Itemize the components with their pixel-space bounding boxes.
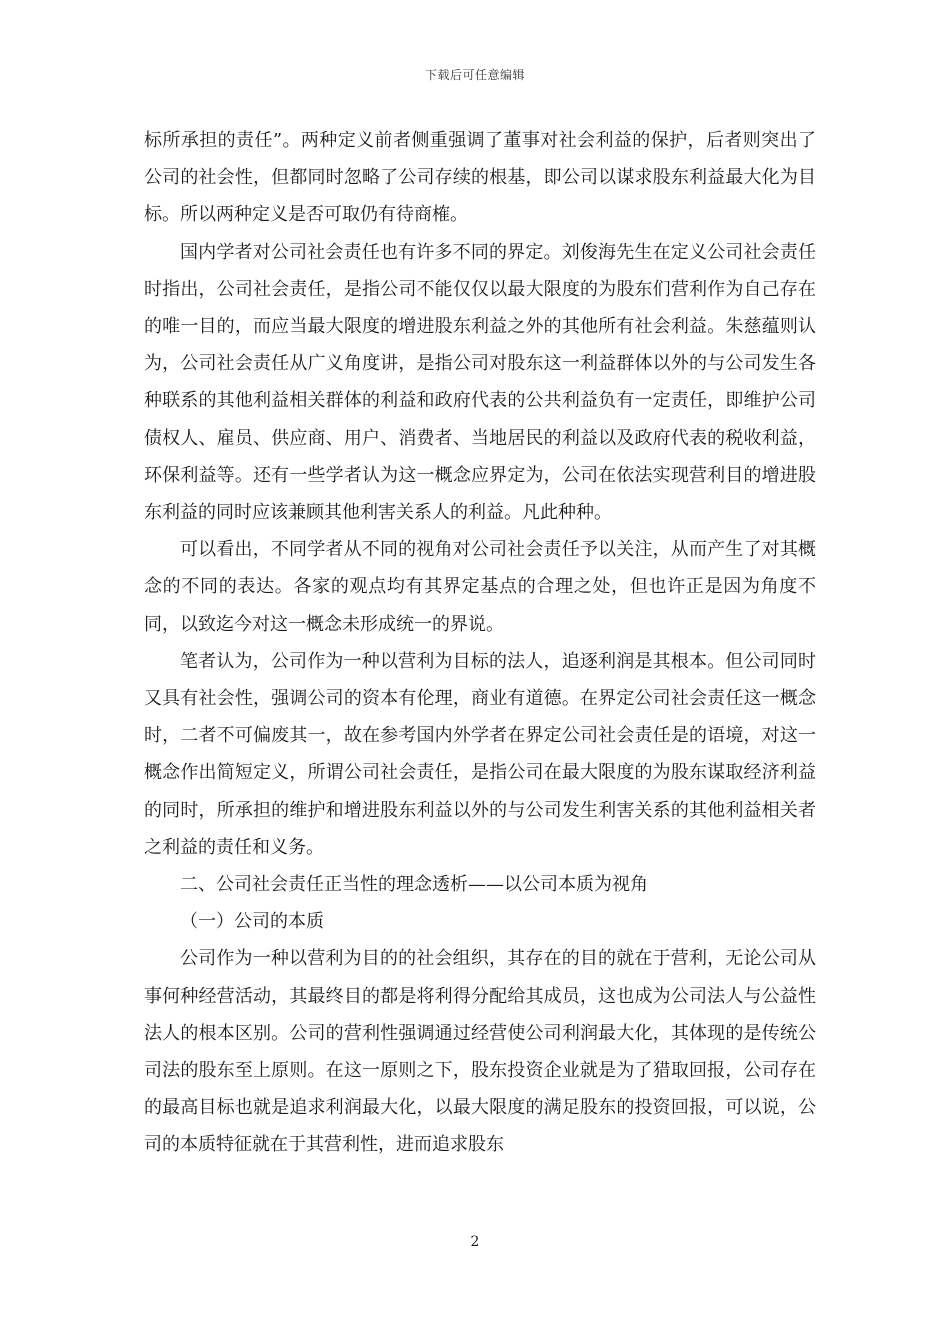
page-header: 下载后可任意编辑 [424, 68, 525, 82]
paragraph-continuation: 标所承担的责任”。两种定义前者侧重强调了董事对社会利益的保护，后者则突出了公司的社会性，但都同时忽略了公司存续的根基，即公司以谋求股东利益最大化为目标。所以两种定义是否可取仍有待商榷。 [144, 130, 816, 226]
document-body [144, 122, 816, 1164]
section-heading: 二、公司社会责任正当性的理念透析——以公司本质为视角 [180, 874, 648, 896]
paragraph-author-definition: 笔者认为，公司作为一种以营利为目标的法人，追逐利润是其根本。但公司同时又具有社会性，强调公司的资本有伦理，商业有道德。在界定公司社会责任这一概念时，二者不可偏废其一，故在参考国内外学者在界定公司社会责任是的语境，对这一概念作出简短定义，所谓公司社会责任，是指公司在最大限度的为股东谋取经济利益的同时，所承担的维护和增进股东利益以外的与公司发生利害关系的其他利益相关者之利益的责任和义务。 [144, 650, 816, 858]
page-number: 2 [470, 1234, 480, 1250]
subsection-heading: （一）公司的本质 [180, 911, 324, 933]
paragraph-company-nature: 公司作为一种以营利为目的的社会组织，其存在的目的就在于营利，无论公司从事何种经营活动，其最终目的都是将利得分配给其成员，这也成为公司法人与公益性法人的根本区别。公司的营利性强调通过经营使公司利润最大化，其体现的是传统公司法的股东至上原则。在这一原则之下，股东投资企业就是为了猎取回报，公司存在的最高目标也就是追求利润最大化，以最大限度的满足股东的投资回报，可以说，公司的本质特征就在于其营利性，进而追求股东 [144, 948, 816, 1156]
paragraph-perspectives: 可以看出，不同学者从不同的视角对公司社会责任予以关注，从而产生了对其概念的不同的表达。各家的观点均有其界定基点的合理之处，但也许正是因为角度不同，以致迄今对这一概念未形成统一的界说。 [144, 539, 816, 635]
paragraph-domestic-definitions: 国内学者对公司社会责任也有许多不同的界定。刘俊海先生在定义公司社会责任时指出，公司社会责任，是指公司不能仅仅以最大限度的为股东们营利作为自己存在的唯一目的，而应当最大限度的增进股东利益之外的其他所有社会利益。朱慈蕴则认为，公司社会责任从广义角度讲，是指公司对股东这一利益群体以外的与公司发生各种联系的其他利益相关群体的利益和政府代表的公共利益负有一定责任，即维护公司债权人、雇员、供应商、用户、消费者、当地居民的利益以及政府代表的税收利益，环保利益等。还有一些学者认为这一概念应界定为，公司在依法实现营利目的增进股东利益的同时应该兼顾其他利害关系人的利益。凡此种种。 [144, 241, 816, 524]
